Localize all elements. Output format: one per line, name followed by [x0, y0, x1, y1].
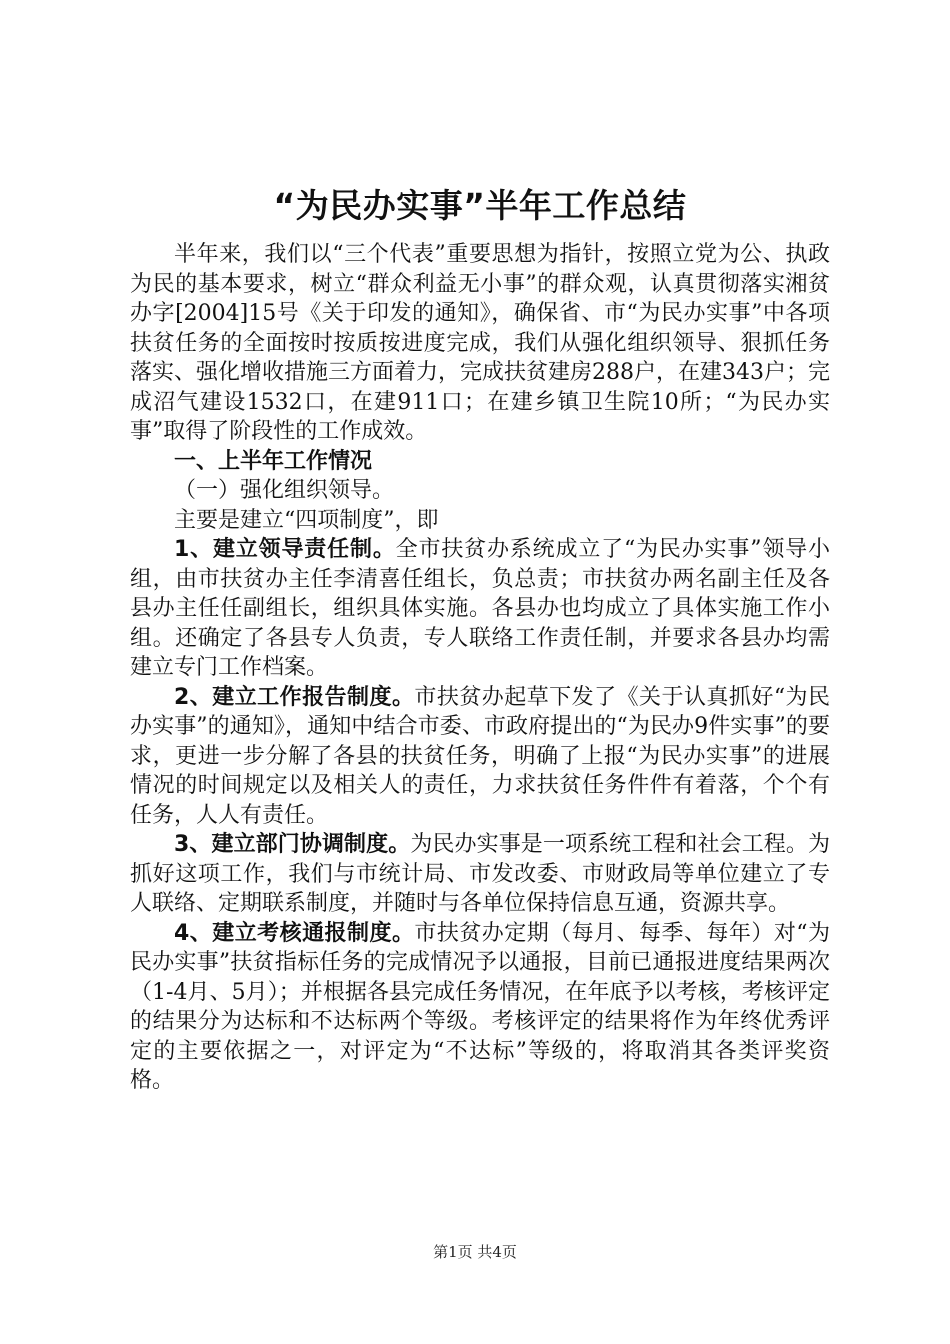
document-title: “为民办实事”半年工作总结 — [273, 186, 687, 225]
subsection-heading: （一）强化组织领导。 — [174, 478, 395, 503]
document-body — [130, 180, 830, 1096]
item-text-2: 市扶贫办起草下发了《关于认真抓好“为民办实事”的通知》，通知中结合市委、市政府提出的“为民办9件实事”的要求，更进一步分解了各县的扶贫任务，明确了上报“为民办实事”的进展情况的时间规定以及相关人的责任，力求扶贫任务件件有着落，个个有任务，人人有责任。 — [130, 684, 830, 828]
item-text-1: 全市扶贫办系统成立了“为民办实事”领导小组，由市扶贫办主任李清喜任组长，负总责；市扶贫办两名副主任及各县办主任任副组长，组织具体实施。各县办也均成立了具体实施工作小组。还确定了各县专人负责，专人联络工作责任制，并要求各县办均需建立专门工作档案。 — [130, 537, 830, 680]
item-paragraph-4 — [130, 919, 830, 1096]
item-lead-4: 4、建立考核通报制度。 — [174, 920, 415, 946]
item-text-4: 市扶贫办定期（每月、每季、每年）对“为民办实事”扶贫指标任务的完成情况予以通报，目前已通报进度结果两次（1-4月、5月）；并根据各县完成任务情况，在年底予以考核，考核评定的结果分为达标和不达标两个等级。考核评定的结果将作为年终优秀评定的主要依据之一，对评定为“不达标”等级的，将取消其各类评奖资格。 — [130, 920, 830, 1093]
item-lead-1: 1、建立领导责任制。 — [174, 537, 396, 562]
item-lead-2: 2、建立工作报告制度。 — [174, 684, 415, 710]
subsection-intro: 主要是建立“四项制度”，即 — [174, 507, 439, 533]
intro-paragraph: 半年来，我们以“三个代表”重要思想为指针，按照立党为公、执政为民的基本要求，树立“群众利益无小事”的群众观，认真贯彻落实湘贫办字[2004]15号《关于印发的通知》，确保省、市“为民办实事”中各项扶贫任务的全面按时按质按进度完成，我们从强化组织领导、狠抓任务落实、强化增收措施三方面着力，完成扶贫建房288户，在建343户；完成沼气建设1532口，在建911口；在建乡镇卫生院10所；“为民办实事”取得了阶段性的工作成效。 — [130, 242, 830, 444]
item-paragraph-2 — [130, 683, 830, 831]
item-paragraph-1 — [130, 535, 830, 683]
page-footer: 第1页 共4页 — [433, 1243, 517, 1261]
item-text-3: 为民办实事是一项系统工程和社会工程。为抓好这项工作，我们与市统计局、市发改委、市财政局等单位建立了专人联络、定期联系制度，并随时与各单位保持信息互通，资源共享。 — [130, 832, 830, 916]
item-lead-3: 3、建立部门协调制度。 — [174, 832, 411, 857]
item-paragraph-3 — [130, 830, 830, 919]
section-heading: 一、上半年工作情况 — [174, 448, 373, 474]
